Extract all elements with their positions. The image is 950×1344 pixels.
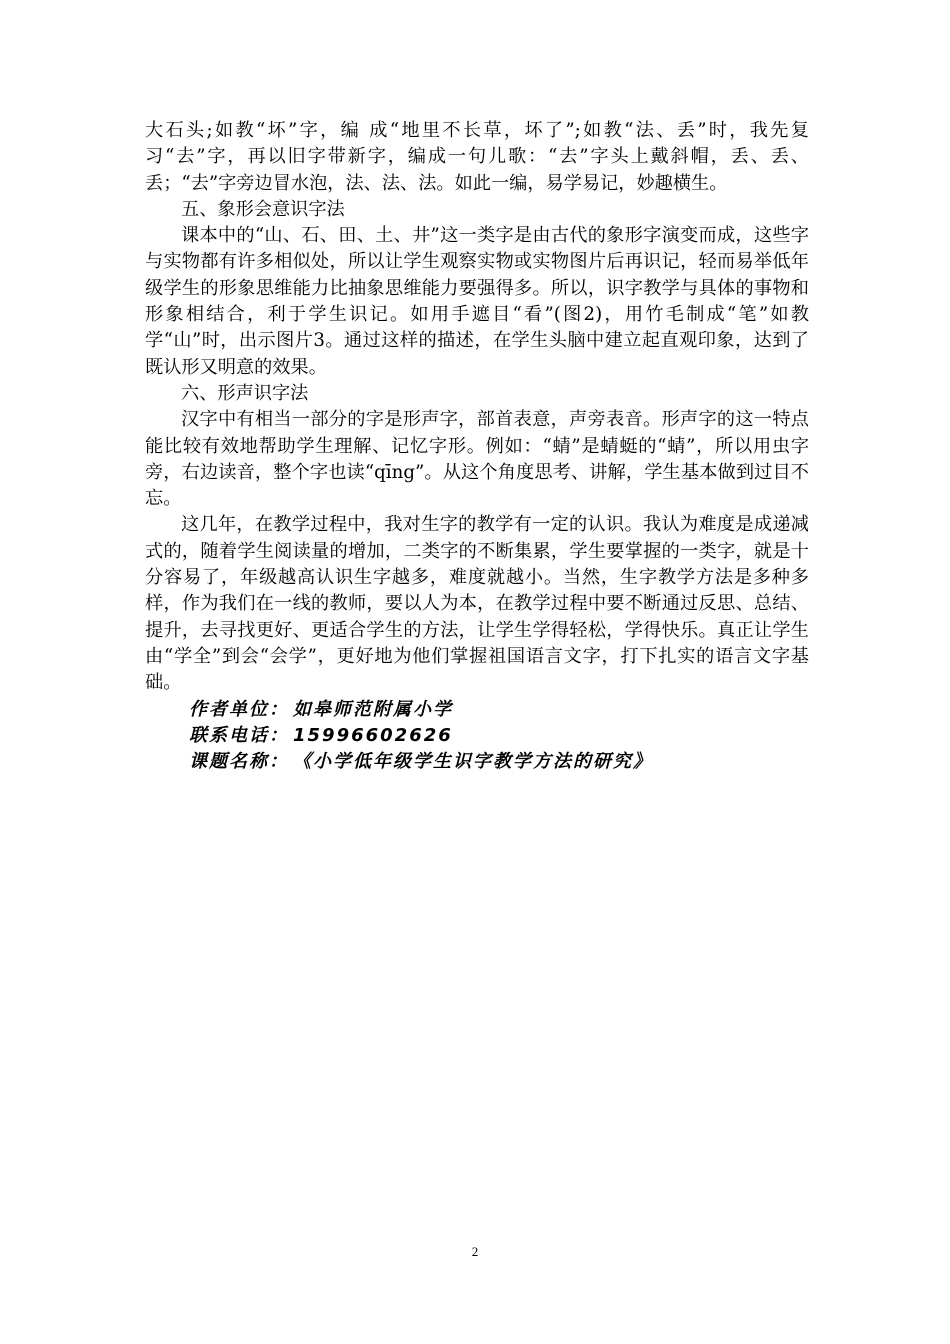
author-unit-label: 作者单位： (189, 698, 289, 720)
paragraph-pictographic: 课本中的“山、石、田、土、井”这一类字是由古代的象形字演变而成，这些字与实物都有许多相似处，所以让学生观察实物或实物图片后再识记，轻而易举低年级学生的形象思维能力比抽象思维能力要强得多。所以，识字教学与具体的事物和形象相结合，利于学生识记。如用手遮目“看”(图2)，用竹毛制成“笔”如教学“山”时，出示图片3。通过这样的描述，在学生头脑中建立起直观印象，达到了既认形又明意的效果。 (145, 225, 809, 378)
author-unit-value: 如皋师范附属小学 (293, 698, 453, 720)
page-number: 2 (471, 1244, 479, 1259)
section-heading-five: 五、象形会意识字法 (181, 198, 345, 220)
section-heading-six: 六、形声识字法 (181, 382, 309, 404)
topic-name-value: 《小学低年级学生识字教学方法的研究》 (293, 751, 653, 773)
contact-phone-value: 15996602626 (293, 724, 453, 746)
author-unit-line (145, 697, 809, 723)
paragraph-conclusion: 这几年，在教学过程中，我对生字的教学有一定的认识。我认为难度是成递减式的，随着学生阅读量的增加，二类字的不断集累，学生要掌握的一类字，就是十分容易了，年级越高认识生字越多，难度就越小。当然，生字教学方法是多种多样，作为我们在一线的教师，要以人为本，在教学过程中要不断通过反思、总结、提升，去寻找更好、更适合学生的方法，让学生学得轻松，学得快乐。真正让学生由“学全”到会“会学”，更好地为他们掌握祖国语言文字，打下扎实的语言文字基础。 (145, 514, 809, 694)
contact-phone-line (145, 723, 809, 749)
topic-name-label: 课题名称： (189, 751, 289, 773)
document-body (145, 118, 809, 775)
paragraph-continuation: 大石头;如教“坏”字，编 成“地里不长草，坏了”;如教“法、丢”时，我先复习“去”字，再以旧字带新字，编成一句儿歌：“去”字头上戴斜帽，丢、丢、丢；“去”字旁边冒水泡，法、法、法。如此一编，易学易记，妙趣横生。 (145, 120, 809, 194)
topic-name-line (145, 749, 809, 775)
contact-phone-label: 联系电话： (189, 724, 289, 746)
paragraph-phonetic: 汉字中有相当一部分的字是形声字，部首表意，声旁表音。形声字的这一特点能比较有效地帮助学生理解、记忆字形。例如：“蜻”是蜻蜓的“蜻”，所以用虫字旁，右边读音，整个字也读“qīng”。从这个角度思考、讲解，学生基本做到过目不忘。 (145, 409, 809, 510)
